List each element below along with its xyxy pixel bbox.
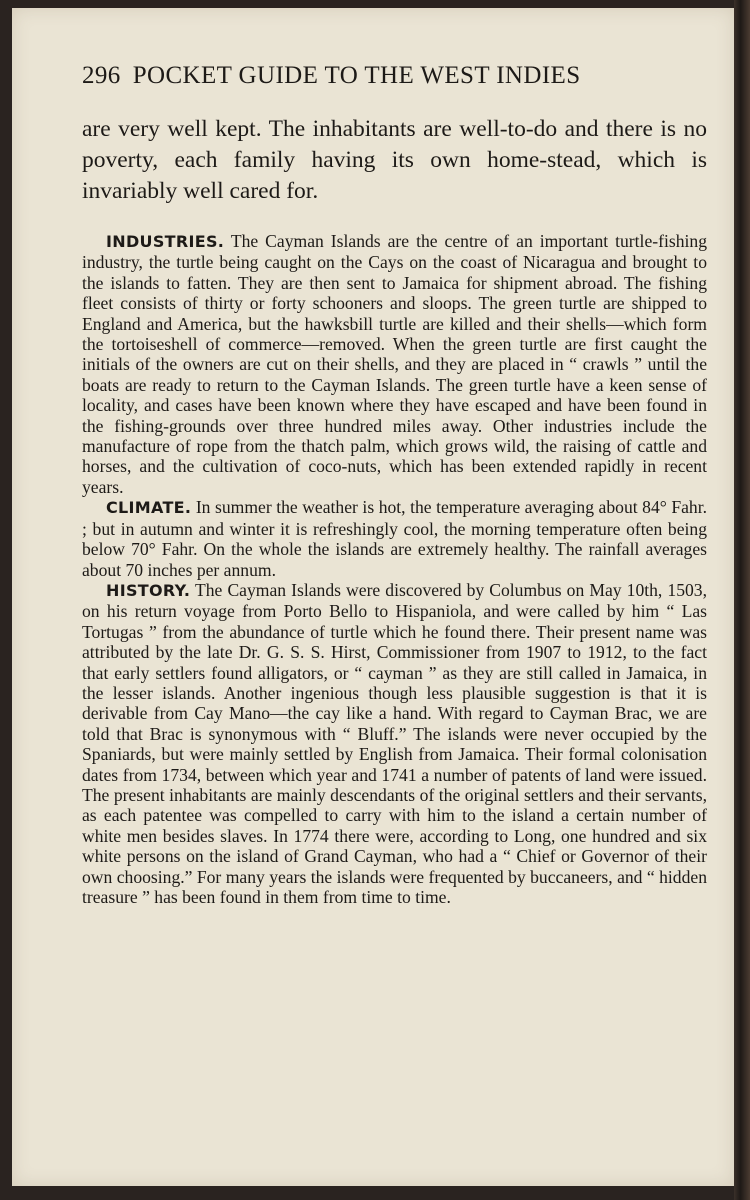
section-text: In summer the weather is hot, the temperature averaging about 84° Fahr. ; but in autumn and winter it is refreshingly cool, the morning temperature often being below 70° Fahr. On the whole the islands are extremely healthy. The rainfall averages about 70 inches per annum. xyxy=(82,497,707,580)
section-heading: INDUSTRIES. xyxy=(106,232,225,251)
section-climate xyxy=(82,497,707,580)
section-text: The Cayman Islands are the centre of an important turtle-fishing industry, the turtle being caught on the Cays on the coast of Nicaragua and brought to the islands to fatten. They are then sent to Jamaica for shipment abroad. The fishing fleet consists of thirty or forty schooners and sloops. The green turtle are shipped to England and America, but the hawksbill turtle are killed and their shells—which form the tortoiseshell of commerce—removed. When the green turtle are first caught the initials of the owners are cut on their shells, and they are placed in “ crawls ” until the boats are ready to return to the Cayman Islands. The green turtle have a keen sense of locality, and cases have been known where they have escaped and have been found in the fishing-grounds over three hundred miles away. Other industries include the manufacture of rope from the thatch palm, which grows wild, the raising of cattle and horses, and the cultivation of coco-nuts, which has been extended rapidly in recent years. xyxy=(82,231,707,497)
page-number: 296 xyxy=(82,62,121,89)
section-heading: CLIMATE. xyxy=(106,498,192,518)
adjacent-page-edge xyxy=(734,0,750,1200)
page-content xyxy=(82,56,707,907)
book-page xyxy=(12,8,734,1186)
section-history xyxy=(82,580,707,908)
lead-paragraph: are very well kept. The inhabitants are well-to-do and there is no poverty, each family having its own home-stead, which is invariably well cared for. xyxy=(82,116,707,204)
section-heading: HISTORY. xyxy=(106,580,191,600)
section-industries xyxy=(82,231,707,497)
running-title: POCKET GUIDE TO THE WEST INDIES xyxy=(132,62,581,89)
section-text: The Cayman Islands were discovered by Columbus on May 10th, 1503, on his return voyage from Porto Bello to Hispaniola, and were called by him “ Las Tortugas ” from the abundance of turtle which he found there. Their present name was attributed by the late Dr. G. S. S. Hirst, Commissioner from 1907 to 1912, to the fact that early settlers found alligators, or “ cayman ” as they are still called in Jamaica, in the lesser islands. Another ingenious though less plausible suggestion is that it is derivable from Cay Mano—the cay like a hand. With regard to Cayman Brac, we are told that Brac is synonymous with “ Bluff.” The islands were never occupied by the Spaniards, but were mainly settled by English from Jamaica. Their formal colonisation dates from 1734, between which year and 1741 a number of patents of land were issued. The present inhabitants are mainly descendants of the original settlers and their servants, as each patentee was compelled to carry with him to the island a certain number of white men besides slaves. In 1774 there were, according to Long, one hundred and six white persons on the island of Grand Cayman, who had a “ Chief or Governor of their own choosing.” For many years the islands were frequented by buccaneers, and “ hidden treasure ” has been found in them from time to time. xyxy=(82,579,707,907)
running-header xyxy=(82,56,707,96)
